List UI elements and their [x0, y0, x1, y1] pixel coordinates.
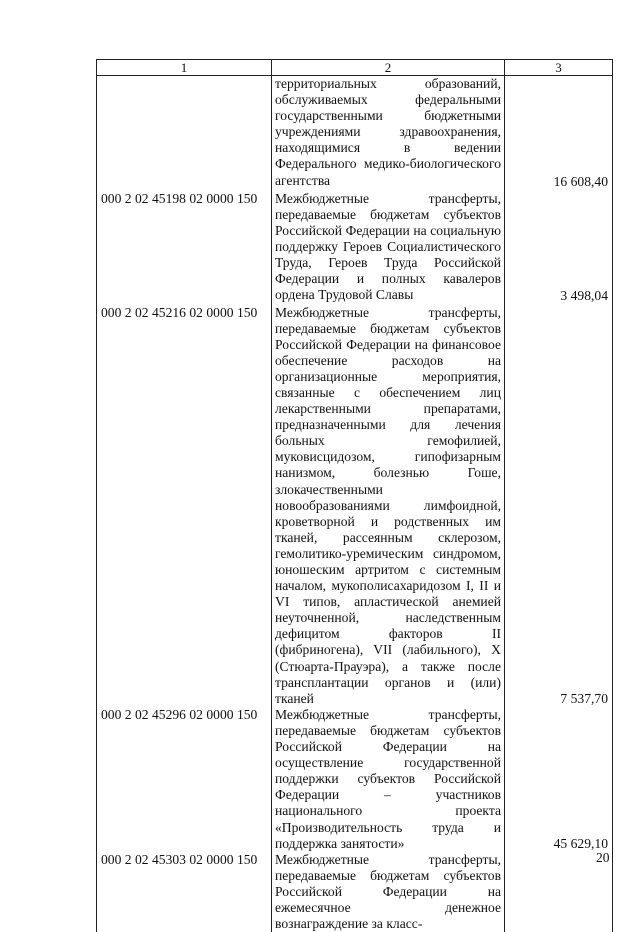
row-description: Межбюджетные трансферты, передаваемые бюджетам субъектов Российской Федерации на ежемесячное денежное вознаграждение за класс- — [272, 852, 505, 932]
table-row — [97, 76, 613, 191]
row-amount: 3 498,04 — [505, 191, 613, 305]
row-amount: 16 608,40 — [505, 76, 613, 191]
row-description: Межбюджетные трансферты, передаваемые бюджетам субъектов Российской Федерации на социальную поддержку Героев Социалистического Труда, Героев Труда Российской Федерации и полных кавалеров ордена Трудовой Славы — [272, 191, 505, 305]
row-code: 000 2 02 45198 02 0000 150 — [97, 191, 272, 305]
column-header-3: 3 — [505, 60, 613, 76]
table-header-row — [97, 60, 613, 76]
row-amount: 45 629,10 — [505, 707, 613, 852]
row-description: территориальных образований, обслуживаемых федеральными государственными бюджетными учреждениями здравоохранения, находящимися в ведении Федерального медико-биологического агентства — [272, 76, 505, 191]
row-code: 000 2 02 45303 02 0000 150 — [97, 852, 272, 932]
row-code: 000 2 02 45216 02 0000 150 — [97, 305, 272, 707]
table-row — [97, 305, 613, 707]
column-header-2: 2 — [272, 60, 505, 76]
budget-table — [96, 59, 613, 932]
column-header-1: 1 — [97, 60, 272, 76]
page-number: 20 — [596, 850, 610, 865]
row-code: 000 2 02 45296 02 0000 150 — [97, 707, 272, 852]
table-row — [97, 191, 613, 305]
row-description: Межбюджетные трансферты, передаваемые бюджетам субъектов Российской Федерации на финансовое обеспечение расходов на организационные мероприятия, связанные с обеспечением лиц лекарственными препаратами, предназначенными для лечения больных гемофилией, муковисцидозом, гипофизарным нанизмом, болезнью Гоше, злокачественными новообразованиями лимфоидной, кроветворной и родственных им тканей, рассеянным склерозом, гемолитико-уремическим синдромом, юношеским артритом с системным началом, мукополисахаридозом I, II и VI типов, апластической анемией неуточненной, наследственным дефицитом факторов II (фибриногена), VII (лабильного), X (Стюарта-Прауэра), а также после трансплантации органов и (или) тканей — [272, 305, 505, 707]
table-row — [97, 707, 613, 852]
table-row — [97, 852, 613, 932]
row-description: Межбюджетные трансферты, передаваемые бюджетам субъектов Российской Федерации на осуществление государственной поддержки субъектов Российской Федерации – участников национального проекта «Производительность труда и поддержка занятости» — [272, 707, 505, 852]
row-amount: 7 537,70 — [505, 305, 613, 707]
row-code — [97, 76, 272, 191]
